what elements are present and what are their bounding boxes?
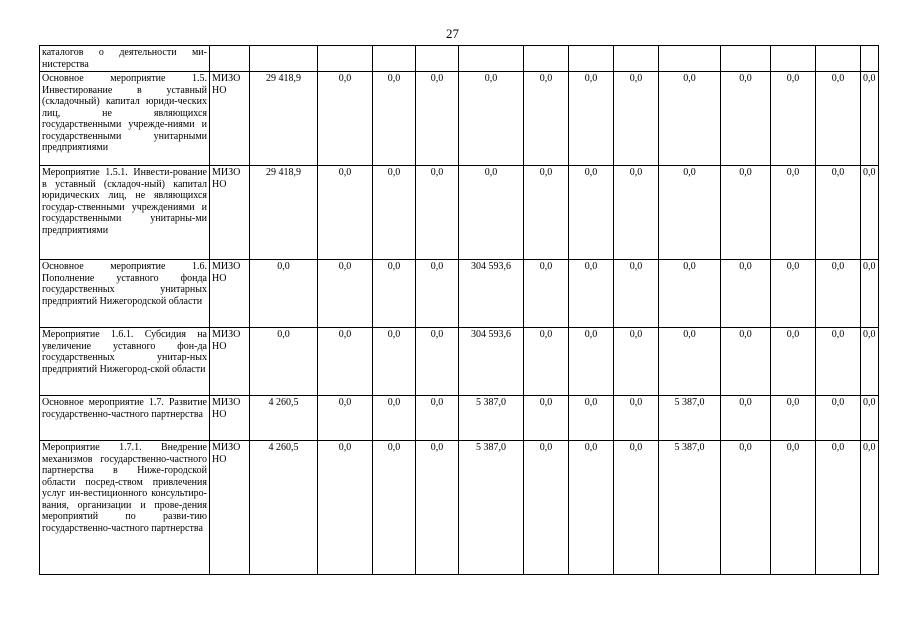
table-row [40, 72, 879, 166]
value-cell [250, 46, 318, 72]
value-cell [569, 46, 614, 72]
executor-cell: МИЗО НО [210, 260, 250, 328]
value-cell: 0,0 [569, 260, 614, 328]
measure-description: Основное мероприятие 1.5. Инвестирование в уставный (складочный) капитал юриди-ческих лиц, не являющихся государственными учрежде-ниями и государственными унитарными предприятиями [40, 72, 210, 166]
value-cell: 0,0 [816, 328, 861, 396]
measure-description: Мероприятие 1.5.1. Инвести-рование в уставный (складоч-ный) капитал юридических лиц, не являющихся государ-ственными учреждениями и государственными унитарны-ми предприятиями [40, 166, 210, 260]
executor-cell: МИЗО НО [210, 72, 250, 166]
value-cell [318, 46, 373, 72]
value-cell: 0,0 [373, 166, 416, 260]
value-cell: 0,0 [459, 166, 524, 260]
value-cell: 0,0 [721, 396, 771, 441]
value-cell: 0,0 [861, 166, 879, 260]
value-cell [373, 46, 416, 72]
value-cell: 0,0 [524, 72, 569, 166]
value-cell: 0,0 [373, 396, 416, 441]
value-cell: 0,0 [416, 72, 459, 166]
table-row [40, 166, 879, 260]
value-cell: 0,0 [250, 328, 318, 396]
value-cell: 0,0 [250, 260, 318, 328]
value-cell: 0,0 [659, 72, 721, 166]
value-cell: 0,0 [816, 441, 861, 575]
value-cell: 0,0 [721, 260, 771, 328]
value-cell: 0,0 [459, 72, 524, 166]
value-cell: 0,0 [569, 72, 614, 166]
value-cell [614, 46, 659, 72]
value-cell: 0,0 [569, 396, 614, 441]
value-cell: 29 418,9 [250, 166, 318, 260]
value-cell: 0,0 [373, 441, 416, 575]
value-cell: 0,0 [614, 72, 659, 166]
executor-cell: МИЗО НО [210, 328, 250, 396]
table-row [40, 46, 879, 72]
value-cell: 5 387,0 [659, 396, 721, 441]
budget-table [39, 45, 879, 575]
value-cell: 0,0 [771, 260, 816, 328]
value-cell: 0,0 [524, 396, 569, 441]
measure-description: Основное мероприятие 1.7. Развитие государственно-частного партнерства [40, 396, 210, 441]
value-cell: 0,0 [614, 260, 659, 328]
value-cell: 0,0 [659, 328, 721, 396]
value-cell: 0,0 [861, 260, 879, 328]
value-cell [771, 46, 816, 72]
value-cell: 29 418,9 [250, 72, 318, 166]
value-cell: 0,0 [771, 166, 816, 260]
value-cell: 0,0 [524, 328, 569, 396]
value-cell: 0,0 [524, 260, 569, 328]
value-cell: 0,0 [416, 396, 459, 441]
value-cell: 304 593,6 [459, 328, 524, 396]
table-row [40, 441, 879, 575]
value-cell: 0,0 [373, 328, 416, 396]
value-cell: 0,0 [771, 328, 816, 396]
value-cell: 4 260,5 [250, 441, 318, 575]
value-cell [416, 46, 459, 72]
executor-cell: МИЗО НО [210, 441, 250, 575]
executor-cell: МИЗО НО [210, 166, 250, 260]
value-cell: 0,0 [569, 441, 614, 575]
value-cell: 0,0 [721, 166, 771, 260]
value-cell: 0,0 [816, 260, 861, 328]
value-cell: 0,0 [721, 441, 771, 575]
value-cell [816, 46, 861, 72]
value-cell: 0,0 [318, 166, 373, 260]
executor-cell: МИЗО НО [210, 396, 250, 441]
measure-description: Мероприятие 1.6.1. Субсидия на увеличение уставного фон-да государственных унитар-ных предприятий Нижегород-ской области [40, 328, 210, 396]
value-cell: 0,0 [861, 396, 879, 441]
table-row [40, 396, 879, 441]
value-cell [861, 46, 879, 72]
value-cell: 4 260,5 [250, 396, 318, 441]
value-cell: 0,0 [318, 328, 373, 396]
value-cell: 0,0 [569, 328, 614, 396]
value-cell [721, 46, 771, 72]
value-cell: 0,0 [721, 72, 771, 166]
value-cell: 0,0 [614, 441, 659, 575]
value-cell: 5 387,0 [459, 441, 524, 575]
measure-description: Мероприятие 1.7.1. Внедрение механизмов государственно-частного партнерства в Ниже-городской области посред-ством привлечения услуг ин-вестиционного консультиро-вания, организации и прове-дения мероприятий по разви-тию государственно-частного партнерства [40, 441, 210, 575]
value-cell: 0,0 [569, 166, 614, 260]
value-cell: 0,0 [416, 441, 459, 575]
value-cell: 0,0 [721, 328, 771, 396]
value-cell: 0,0 [373, 72, 416, 166]
value-cell: 0,0 [614, 166, 659, 260]
executor-cell [210, 46, 250, 72]
value-cell: 0,0 [318, 260, 373, 328]
value-cell: 0,0 [524, 441, 569, 575]
value-cell: 0,0 [524, 166, 569, 260]
measure-description: Основное мероприятие 1.6. Пополнение уставного фонда государственных унитарных предприятий Нижегородской области [40, 260, 210, 328]
value-cell: 0,0 [318, 441, 373, 575]
value-cell: 0,0 [318, 396, 373, 441]
value-cell: 0,0 [816, 72, 861, 166]
value-cell: 0,0 [614, 328, 659, 396]
value-cell: 0,0 [416, 166, 459, 260]
value-cell: 0,0 [816, 396, 861, 441]
value-cell: 0,0 [861, 441, 879, 575]
value-cell [524, 46, 569, 72]
measure-description: каталогов о деятельности ми-нистерства [40, 46, 210, 72]
value-cell: 0,0 [659, 166, 721, 260]
table-body [40, 46, 879, 575]
value-cell: 0,0 [318, 72, 373, 166]
value-cell: 0,0 [771, 441, 816, 575]
value-cell: 5 387,0 [659, 441, 721, 575]
value-cell: 0,0 [659, 260, 721, 328]
value-cell: 0,0 [416, 260, 459, 328]
value-cell: 0,0 [861, 328, 879, 396]
value-cell: 0,0 [771, 72, 816, 166]
value-cell: 5 387,0 [459, 396, 524, 441]
value-cell: 0,0 [416, 328, 459, 396]
value-cell [459, 46, 524, 72]
value-cell: 304 593,6 [459, 260, 524, 328]
table-row [40, 328, 879, 396]
value-cell: 0,0 [861, 72, 879, 166]
table-row [40, 260, 879, 328]
value-cell: 0,0 [771, 396, 816, 441]
value-cell [659, 46, 721, 72]
value-cell: 0,0 [816, 166, 861, 260]
value-cell: 0,0 [614, 396, 659, 441]
page-number: 27 [446, 26, 459, 41]
value-cell: 0,0 [373, 260, 416, 328]
